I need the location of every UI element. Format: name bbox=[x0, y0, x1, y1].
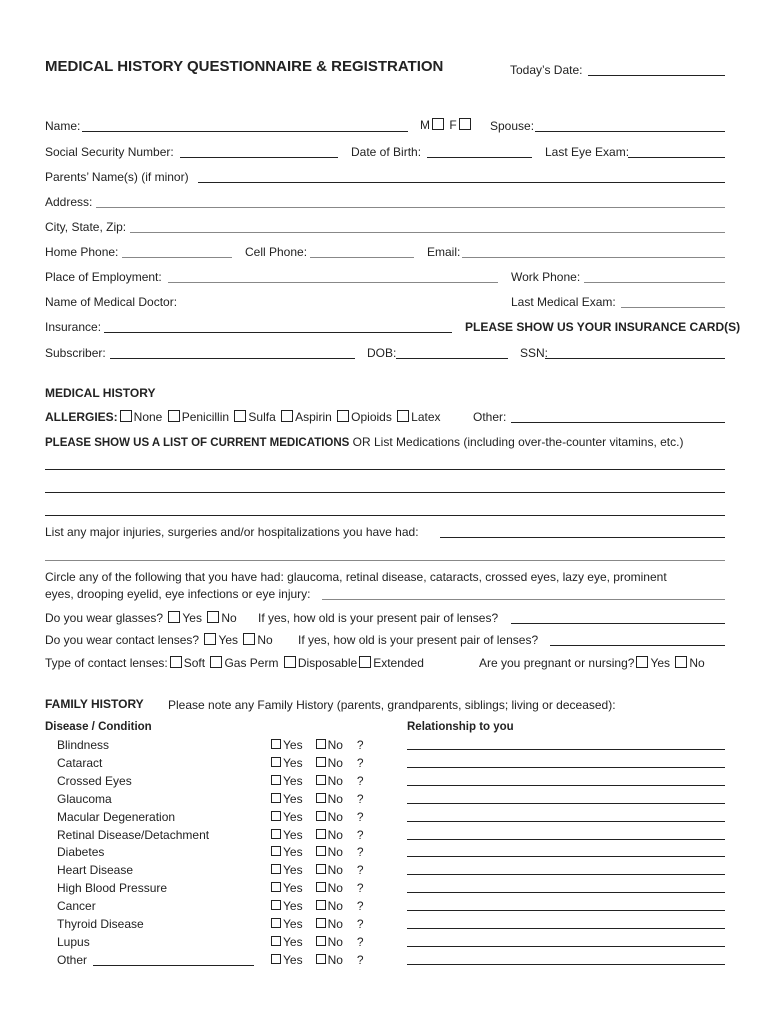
family-yes-checkbox[interactable] bbox=[271, 793, 281, 803]
family-condition-label: High Blood Pressure bbox=[57, 881, 168, 895]
family-relationship-field[interactable] bbox=[407, 839, 725, 840]
family-yes-checkbox[interactable] bbox=[271, 882, 281, 892]
pregnant-row bbox=[479, 656, 705, 670]
family-yes-no-group bbox=[271, 774, 364, 788]
allergy-none-label: None bbox=[133, 410, 163, 424]
lens-extended-checkbox[interactable] bbox=[359, 656, 371, 668]
parents-field[interactable] bbox=[198, 182, 725, 183]
last-eye-exam-field[interactable] bbox=[628, 157, 725, 158]
family-yes-no-group bbox=[271, 863, 364, 877]
family-unknown-label: ? bbox=[356, 774, 364, 788]
ssn-long-label: Social Security Number: bbox=[45, 145, 174, 159]
spouse-label: Spouse: bbox=[490, 119, 535, 133]
subscriber-ssn-label: SSN: bbox=[520, 346, 549, 360]
subscriber-dob-field[interactable] bbox=[396, 358, 508, 359]
family-no-checkbox[interactable] bbox=[316, 739, 326, 749]
family-condition-label: Heart Disease bbox=[57, 863, 134, 877]
relationship-column-header: Relationship to you bbox=[407, 721, 514, 733]
contacts-no-checkbox[interactable] bbox=[243, 633, 255, 645]
disease-column-header: Disease / Condition bbox=[45, 721, 152, 733]
family-no-label: No bbox=[327, 810, 343, 824]
family-yes-no-group bbox=[271, 738, 364, 752]
family-yes-no-group bbox=[271, 756, 364, 770]
email-field[interactable] bbox=[462, 257, 725, 258]
allergy-other-label: Other: bbox=[473, 410, 507, 424]
family-relationship-field[interactable] bbox=[407, 964, 725, 965]
family-unknown-label: ? bbox=[356, 881, 364, 895]
lens-gasperm-checkbox[interactable] bbox=[210, 656, 222, 668]
family-no-checkbox[interactable] bbox=[316, 900, 326, 910]
family-yes-label: Yes bbox=[283, 792, 303, 806]
family-unknown-label: ? bbox=[356, 899, 364, 913]
circle-conditions-line-1: Circle any of the following that you have had: glaucoma, retinal disease, cataracts, crossed eyes, lazy eye, prominent bbox=[45, 570, 667, 584]
family-yes-label: Yes bbox=[283, 935, 303, 949]
family-unknown-label: ? bbox=[356, 738, 364, 752]
medications-instruction: PLEASE SHOW US A LIST OF CURRENT MEDICATIONS bbox=[45, 437, 350, 449]
family-no-checkbox[interactable] bbox=[316, 918, 326, 928]
allergy-aspirin-label: Aspirin bbox=[295, 410, 332, 424]
glasses-no-checkbox[interactable] bbox=[207, 611, 219, 623]
todays-date-field[interactable] bbox=[588, 75, 725, 76]
family-condition-label: Blindness bbox=[57, 738, 110, 752]
allergy-sulfa-label: Sulfa bbox=[248, 410, 276, 424]
family-yes-no-group bbox=[271, 828, 364, 842]
family-condition-label: Cataract bbox=[57, 756, 103, 770]
family-yes-no-group bbox=[271, 917, 364, 931]
family-relationship-field[interactable] bbox=[407, 803, 725, 804]
city-field[interactable] bbox=[130, 232, 725, 233]
family-no-checkbox[interactable] bbox=[316, 757, 326, 767]
family-relationship-field[interactable] bbox=[407, 946, 725, 947]
family-yes-no-group bbox=[271, 899, 364, 913]
allergy-none-checkbox[interactable] bbox=[120, 410, 132, 422]
family-no-label: No bbox=[327, 953, 343, 967]
family-yes-label: Yes bbox=[283, 756, 303, 770]
allergy-sulfa-checkbox[interactable] bbox=[234, 410, 246, 422]
family-unknown-label: ? bbox=[356, 756, 364, 770]
city-label: City, State, Zip: bbox=[45, 220, 127, 234]
contacts-question: Do you wear contact lenses? bbox=[45, 633, 200, 647]
family-condition-label: Thyroid Disease bbox=[57, 917, 144, 931]
home-phone-field[interactable] bbox=[122, 257, 232, 258]
subscriber-ssn-field[interactable] bbox=[545, 358, 725, 359]
family-yes-checkbox[interactable] bbox=[271, 811, 281, 821]
family-history-heading: FAMILY HISTORY bbox=[45, 697, 144, 711]
allergy-penicillin-checkbox[interactable] bbox=[168, 410, 180, 422]
glasses-age-field[interactable] bbox=[511, 623, 725, 624]
glasses-yes-label: Yes bbox=[182, 611, 202, 625]
family-relationship-field[interactable] bbox=[407, 928, 725, 929]
address-field[interactable] bbox=[96, 207, 725, 208]
family-no-checkbox[interactable] bbox=[316, 775, 326, 785]
glasses-age-label: If yes, how old is your present pair of lenses? bbox=[258, 611, 499, 625]
allergy-latex-label: Latex bbox=[411, 410, 441, 424]
sex-m-label: M bbox=[420, 118, 430, 132]
family-relationship-field[interactable] bbox=[407, 856, 725, 857]
last-medical-exam-field[interactable] bbox=[621, 307, 725, 308]
form-title: MEDICAL HISTORY QUESTIONNAIRE & REGISTRATION bbox=[45, 58, 444, 75]
family-no-label: No bbox=[327, 899, 343, 913]
family-history-note: Please note any Family History (parents, grandparents, siblings; living or deceased): bbox=[168, 698, 616, 712]
family-relationship-field[interactable] bbox=[407, 785, 725, 786]
pregnant-yes-checkbox[interactable] bbox=[636, 656, 648, 668]
lens-disposable-checkbox[interactable] bbox=[284, 656, 296, 668]
lens-soft-checkbox[interactable] bbox=[170, 656, 182, 668]
family-relationship-field[interactable] bbox=[407, 874, 725, 875]
family-relationship-field[interactable] bbox=[407, 910, 725, 911]
injuries-line-2[interactable] bbox=[45, 560, 725, 561]
family-relationship-field[interactable] bbox=[407, 821, 725, 822]
family-condition-label: Diabetes bbox=[57, 845, 105, 859]
pregnant-no-checkbox[interactable] bbox=[675, 656, 687, 668]
medications-line-2[interactable] bbox=[45, 492, 725, 493]
allergy-other-field[interactable] bbox=[511, 422, 725, 423]
email-label: Email: bbox=[427, 245, 461, 259]
medical-history-heading: MEDICAL HISTORY bbox=[45, 386, 156, 400]
family-unknown-label: ? bbox=[356, 917, 364, 931]
insurance-field[interactable] bbox=[104, 332, 452, 333]
contacts-no-label: No bbox=[257, 633, 273, 647]
insurance-note: PLEASE SHOW US YOUR INSURANCE CARD(S) bbox=[465, 320, 741, 334]
employment-field[interactable] bbox=[168, 282, 498, 283]
allergy-opioids-checkbox[interactable] bbox=[337, 410, 349, 422]
home-phone-label: Home Phone: bbox=[45, 245, 119, 259]
family-yes-label: Yes bbox=[283, 845, 303, 859]
subscriber-field[interactable] bbox=[110, 358, 355, 359]
family-no-checkbox[interactable] bbox=[316, 864, 326, 874]
family-yes-checkbox[interactable] bbox=[271, 936, 281, 946]
work-phone-label: Work Phone: bbox=[511, 270, 581, 284]
last-eye-exam-label: Last Eye Exam: bbox=[545, 145, 630, 159]
family-no-label: No bbox=[327, 792, 343, 806]
ssn-long-field[interactable] bbox=[180, 157, 338, 158]
glasses-no-label: No bbox=[221, 611, 237, 625]
family-no-checkbox[interactable] bbox=[316, 811, 326, 821]
address-label: Address: bbox=[45, 195, 93, 209]
family-condition-label: Other bbox=[57, 953, 88, 967]
glasses-question: Do you wear glasses? bbox=[45, 611, 164, 625]
family-unknown-label: ? bbox=[356, 828, 364, 842]
pregnant-no-label: No bbox=[689, 656, 705, 670]
family-yes-checkbox[interactable] bbox=[271, 900, 281, 910]
circle-conditions-line-2: eyes, drooping eyelid, eye infections or eye injury: bbox=[45, 587, 311, 601]
family-no-checkbox[interactable] bbox=[316, 882, 326, 892]
family-yes-checkbox[interactable] bbox=[271, 829, 281, 839]
sex-group bbox=[420, 118, 473, 132]
family-yes-label: Yes bbox=[283, 863, 303, 877]
family-condition-label: Crossed Eyes bbox=[57, 774, 132, 788]
family-other-condition-field[interactable] bbox=[93, 965, 254, 966]
allergies-row bbox=[45, 410, 441, 424]
medications-line-3[interactable] bbox=[45, 515, 725, 516]
family-yes-label: Yes bbox=[283, 738, 303, 752]
spouse-field[interactable] bbox=[535, 131, 725, 132]
medications-row bbox=[45, 435, 683, 450]
glasses-yes-checkbox[interactable] bbox=[168, 611, 180, 623]
family-yes-label: Yes bbox=[283, 828, 303, 842]
sex-f-checkbox[interactable] bbox=[459, 118, 471, 130]
contacts-row bbox=[45, 633, 273, 647]
doctor-label: Name of Medical Doctor: bbox=[45, 295, 178, 309]
family-yes-no-group bbox=[271, 792, 364, 806]
family-condition-label: Retinal Disease/Detachment bbox=[57, 828, 210, 842]
employment-label: Place of Employment: bbox=[45, 270, 162, 284]
sex-f-label: F bbox=[449, 118, 457, 132]
lens-type-label: Type of contact lenses: bbox=[45, 656, 168, 670]
lens-soft-label: Soft bbox=[183, 656, 206, 670]
family-yes-label: Yes bbox=[283, 917, 303, 931]
family-no-label: No bbox=[327, 917, 343, 931]
allergies-label: ALLERGIES: bbox=[45, 410, 118, 424]
glasses-row bbox=[45, 611, 237, 625]
family-yes-checkbox[interactable] bbox=[271, 864, 281, 874]
family-yes-checkbox[interactable] bbox=[271, 757, 281, 767]
family-no-checkbox[interactable] bbox=[316, 829, 326, 839]
family-yes-no-group bbox=[271, 953, 364, 967]
family-relationship-field[interactable] bbox=[407, 767, 725, 768]
family-no-label: No bbox=[327, 863, 343, 877]
family-yes-label: Yes bbox=[283, 953, 303, 967]
family-no-label: No bbox=[327, 756, 343, 770]
contacts-yes-label: Yes bbox=[218, 633, 239, 647]
family-no-label: No bbox=[327, 774, 343, 788]
family-yes-checkbox[interactable] bbox=[271, 954, 281, 964]
family-yes-no-group bbox=[271, 881, 364, 895]
sex-m-checkbox[interactable] bbox=[432, 118, 444, 130]
family-condition-label: Macular Degeneration bbox=[57, 810, 176, 824]
contacts-age-label: If yes, how old is your present pair of lenses? bbox=[298, 633, 539, 647]
family-unknown-label: ? bbox=[356, 863, 364, 877]
contacts-yes-checkbox[interactable] bbox=[204, 633, 216, 645]
pregnant-question: Are you pregnant or nursing? bbox=[479, 656, 635, 670]
family-no-checkbox[interactable] bbox=[316, 936, 326, 946]
injuries-field[interactable] bbox=[440, 537, 725, 538]
subscriber-label: Subscriber: bbox=[45, 346, 106, 360]
parents-label: Parents’ Name(s) (if minor) bbox=[45, 170, 189, 184]
pregnant-yes-label: Yes bbox=[650, 656, 671, 670]
family-yes-label: Yes bbox=[283, 899, 303, 913]
family-yes-checkbox[interactable] bbox=[271, 918, 281, 928]
family-no-checkbox[interactable] bbox=[316, 846, 326, 856]
family-unknown-label: ? bbox=[356, 935, 364, 949]
lens-disposable-label: Disposable bbox=[297, 656, 358, 670]
family-yes-no-group bbox=[271, 810, 364, 824]
family-yes-checkbox[interactable] bbox=[271, 846, 281, 856]
family-yes-label: Yes bbox=[283, 774, 303, 788]
family-condition-label: Glaucoma bbox=[57, 792, 112, 806]
insurance-label: Insurance: bbox=[45, 320, 102, 334]
family-unknown-label: ? bbox=[356, 845, 364, 859]
subscriber-dob-label: DOB: bbox=[367, 346, 397, 360]
cell-phone-field[interactable] bbox=[310, 257, 414, 258]
allergy-aspirin-checkbox[interactable] bbox=[281, 410, 293, 422]
lens-type-row bbox=[45, 656, 424, 670]
lens-gasperm-label: Gas Perm bbox=[224, 656, 279, 670]
family-yes-checkbox[interactable] bbox=[271, 739, 281, 749]
injuries-label: List any major injuries, surgeries and/or hospitalizations you have had: bbox=[45, 525, 419, 539]
family-no-label: No bbox=[327, 881, 343, 895]
family-no-label: No bbox=[327, 738, 343, 752]
dob-long-label: Date of Birth: bbox=[351, 145, 422, 159]
family-unknown-label: ? bbox=[356, 953, 364, 967]
allergy-opioids-label: Opioids bbox=[351, 410, 392, 424]
family-yes-label: Yes bbox=[283, 810, 303, 824]
work-phone-field[interactable] bbox=[584, 282, 725, 283]
family-unknown-label: ? bbox=[356, 792, 364, 806]
family-relationship-field[interactable] bbox=[407, 892, 725, 893]
circle-conditions-field[interactable] bbox=[322, 599, 725, 600]
family-condition-label: Cancer bbox=[57, 899, 96, 913]
dob-long-field[interactable] bbox=[427, 157, 532, 158]
family-relationship-field[interactable] bbox=[407, 749, 725, 750]
medications-list-label: OR List Medications (including over-the-counter vitamins, etc.) bbox=[349, 435, 684, 449]
allergy-penicillin-label: Penicillin bbox=[181, 410, 230, 424]
todays-date-label: Today’s Date: bbox=[510, 63, 583, 77]
family-yes-label: Yes bbox=[283, 881, 303, 895]
family-no-label: No bbox=[327, 845, 343, 859]
last-medical-exam-label: Last Medical Exam: bbox=[511, 295, 616, 309]
medications-line-1[interactable] bbox=[45, 469, 725, 470]
contacts-age-field[interactable] bbox=[550, 645, 725, 646]
family-unknown-label: ? bbox=[356, 810, 364, 824]
allergy-latex-checkbox[interactable] bbox=[397, 410, 409, 422]
family-no-label: No bbox=[327, 935, 343, 949]
cell-phone-label: Cell Phone: bbox=[245, 245, 308, 259]
family-yes-no-group bbox=[271, 935, 364, 949]
family-yes-no-group bbox=[271, 845, 364, 859]
family-no-checkbox[interactable] bbox=[316, 954, 326, 964]
family-condition-label: Lupus bbox=[57, 935, 90, 949]
family-no-checkbox[interactable] bbox=[316, 793, 326, 803]
family-yes-checkbox[interactable] bbox=[271, 775, 281, 785]
family-no-label: No bbox=[327, 828, 343, 842]
name-field[interactable] bbox=[82, 131, 408, 132]
lens-extended-label: Extended bbox=[373, 656, 424, 670]
name-label: Name: bbox=[45, 119, 81, 133]
